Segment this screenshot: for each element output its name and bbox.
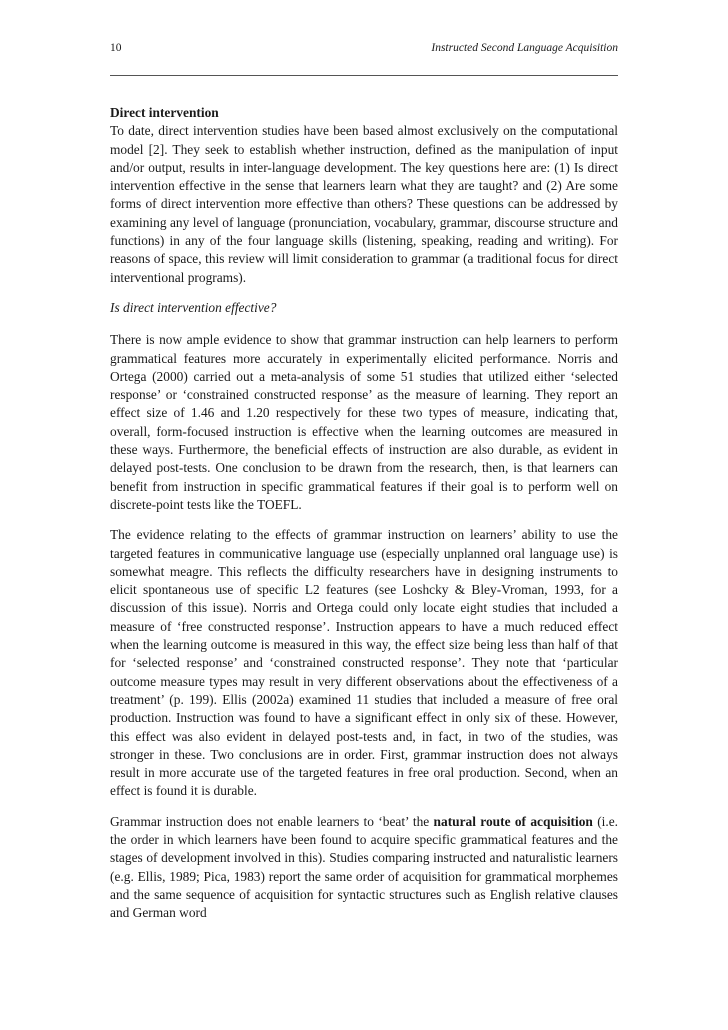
- intro-paragraph: To date, direct intervention studies have been based almost exclusively on the computational model [2]. They seek to establish whether instruction, defined as the manipulation of input and/or output, results in inter-language development. The key questions here are: (1) Is direct intervention effective in the sense that learners learn what they are taught? and (2) Are some forms of direct intervention more effective than others? These questions can be addressed by examining any level of language (pronunciation, vocabulary, grammar, discourse structure and functions) in any of the four language skills (listening, speaking, reading and writing). For reasons of space, this review will limit consideration to grammar (a traditional focus for direct interventional programs).: [110, 123, 618, 285]
- paragraph-3-part-2: (i.e. the order in which learners have been found to acquire specific grammatical features and the stages of development involved in this). Studies comparing instructed and naturalistic learners (e.g. Ellis, 1989; Pica, 1983) report the same order of acquisition for grammatical morphemes and the same sequence of acquisition for syntactic structures such as English relative clauses and German word: [110, 813, 619, 921]
- body-text: [110, 104, 618, 934]
- paragraph-3-part-1: Grammar instruction does not enable learners to ‘beat’ the: [110, 813, 434, 829]
- page-number: 10: [110, 42, 122, 54]
- subheading: Is direct intervention effective?: [110, 299, 277, 315]
- natural-route-term: natural route of acquisition: [433, 813, 593, 829]
- running-title: Instructed Second Language Acquisition: [431, 42, 618, 54]
- page-header: [110, 42, 618, 58]
- paragraph-1: There is now ample evidence to show that grammar instruction can help learners to perform grammatical features more accurately in experimentally elicited performance. Norris and Ortega (2000) carried out a meta-analysis of some 51 studies that utilized either ‘selected response’ or ‘constrained constructed response’ as the measure of learning. They report an effect size of 1.46 and 1.20 respectively for these two types of measure, indicating that, overall, form-focused instruction is effective when the learning outcomes are measured in these ways. Furthermore, the beneficial effects of instruction are also durable, as evident in delayed post-tests. One conclusion to be drawn from the research, then, is that learners can benefit from instruction in specific grammatical features if their goal is to perform well on discrete-point tests like the TOEFL.: [110, 332, 618, 512]
- paragraph-2: The evidence relating to the effects of grammar instruction on learners’ ability to use the targeted features in communicative language use (especially unplanned oral language use) is somewhat meagre. This reflects the difficulty researchers have in designing instruments to elicit spontaneous use of specific L2 features (see Loshcky & Bley-Vroman, 1993, for a discussion of this issue). Norris and Ortega could only locate eight studies that included a measure of ‘free constructed response’. Instruction appears to have a much reduced effect when the learning outcome is measured in this way, the effect size being less than half of that for ‘selected response’ and ‘constrained constructed response’. They note that ‘particular outcome measure types may result in very different observations about the effectiveness of a treatment’ (p. 199). Ellis (2002a) examined 11 studies that included a measure of free oral production. Instruction was found to have a significant effect in only six of these. However, this effect was also evident in delayed post-tests and, in fact, in two of the studies, was stronger in these. Two conclusions are in order. First, grammar instruction does not always result in more accurate use of the targeted features in free oral production. Second, when an effect is found it is durable.: [110, 527, 618, 799]
- paragraph-3: [110, 813, 618, 923]
- section-heading: Direct intervention: [110, 105, 219, 120]
- header-rule: [110, 75, 618, 76]
